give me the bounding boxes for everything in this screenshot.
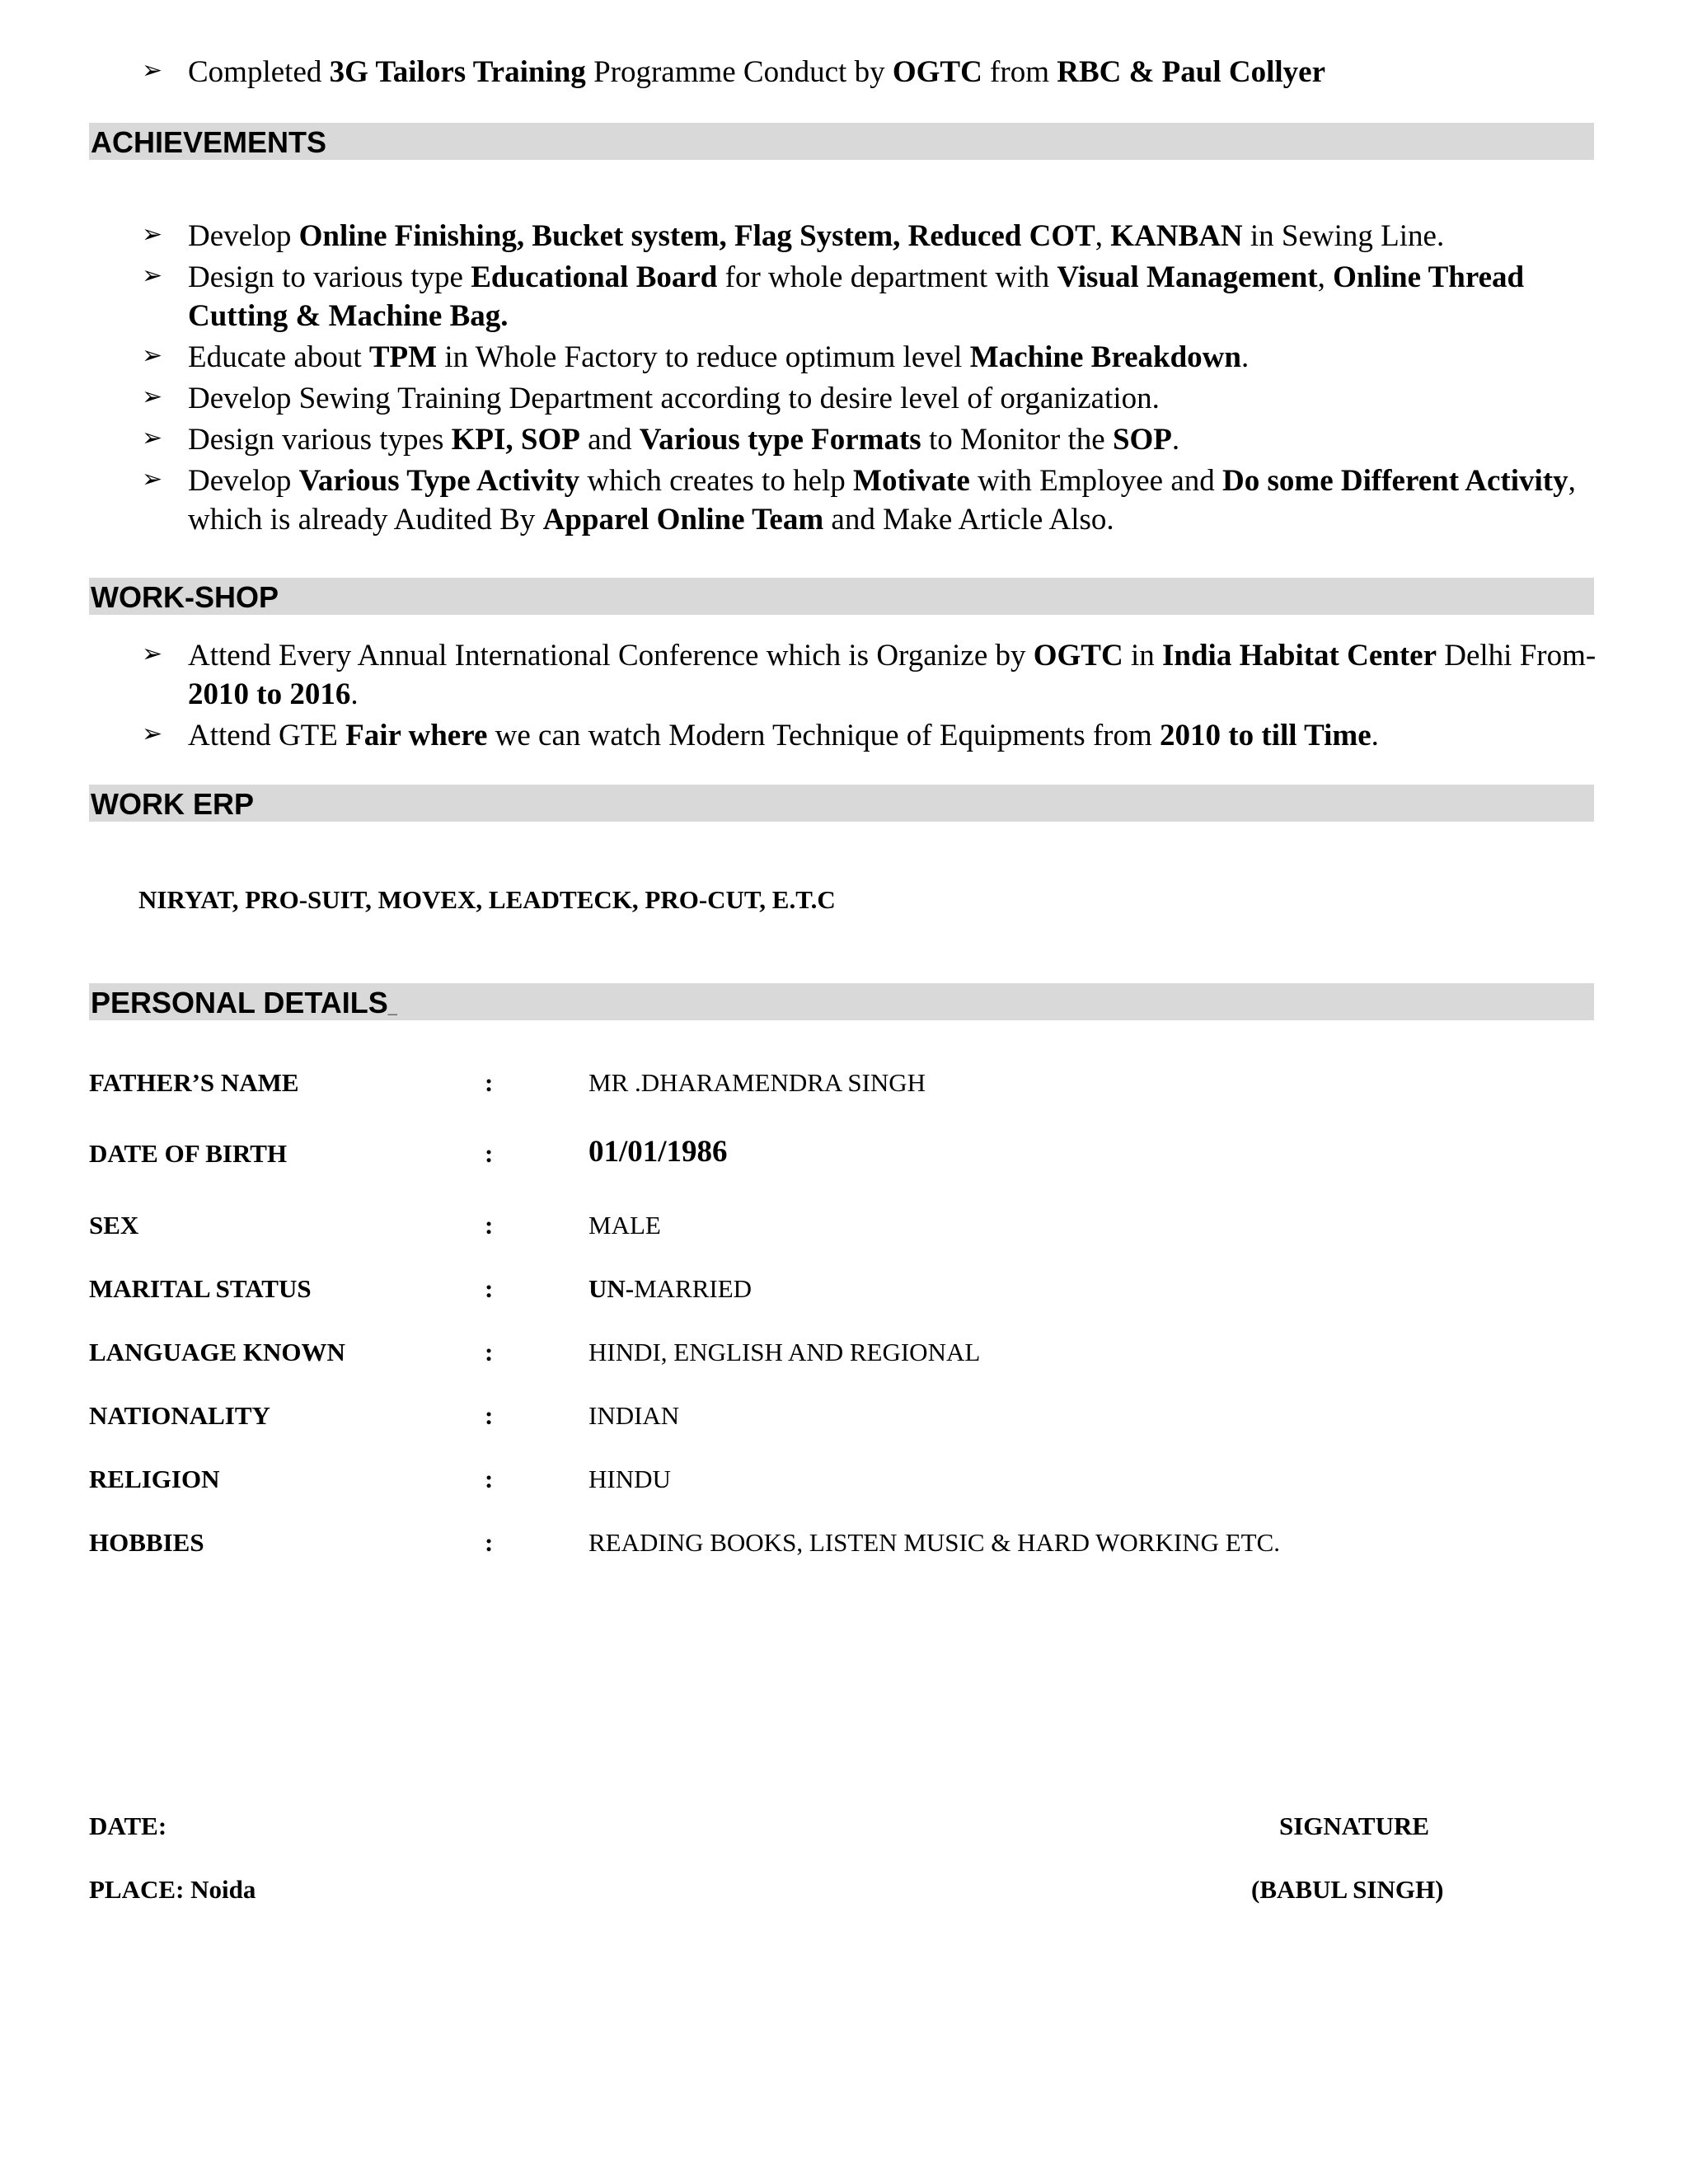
arrow-bullet-icon: ➢: [142, 220, 163, 249]
detail-value: MR .DHARAMENDRA SINGH: [588, 1068, 926, 1097]
detail-label: RELIGION: [89, 1465, 220, 1493]
list-item: ➢ Develop Sewing Training Department according to desire level of organization.: [138, 379, 1597, 418]
detail-value: 01/01/1986: [588, 1135, 728, 1169]
detail-colon: :: [485, 1274, 494, 1303]
detail-value: UN-MARRIED: [588, 1274, 753, 1303]
achievements-list: [138, 217, 1597, 541]
detail-row-marital-status: [89, 1274, 1573, 1307]
erp-list: NIRYAT, PRO-SUIT, MOVEX, LEADTECK, PRO-CUT, E.T.C: [138, 885, 836, 914]
list-item: ➢ Design various types KPI, SOP and Various type Formats to Monitor the SOP.: [138, 420, 1597, 459]
date-label: DATE:: [89, 1811, 167, 1840]
personal-details-heading: PERSONAL DETAILS_: [89, 983, 1594, 1020]
list-item: ➢ Educate about TPM in Whole Factory to reduce optimum level Machine Breakdown.: [138, 338, 1597, 377]
training-list: [138, 53, 1597, 94]
detail-value: MALE: [588, 1211, 661, 1240]
detail-row-sex: [89, 1211, 1573, 1244]
detail-row-hobbies: [89, 1528, 1573, 1561]
detail-row-nationality: [89, 1401, 1573, 1434]
list-item: ➢ Completed 3G Tailors Training Programme Conduct by OGTC from RBC & Paul Collyer: [138, 53, 1597, 91]
detail-label: DATE OF BIRTH: [89, 1139, 288, 1168]
detail-row-religion: [89, 1465, 1573, 1497]
arrow-bullet-icon: ➢: [142, 382, 163, 411]
list-item: ➢ Develop Online Finishing, Bucket system, Flag System, Reduced COT, KANBAN in Sewing Line.: [138, 217, 1597, 255]
detail-colon: :: [485, 1139, 494, 1168]
detail-row-language-known: [89, 1338, 1573, 1371]
detail-label: HOBBIES: [89, 1528, 204, 1557]
detail-label: SEX: [89, 1211, 139, 1240]
detail-label: NATIONALITY: [89, 1401, 270, 1430]
detail-row-fathers-name: [89, 1068, 1573, 1101]
place-label: PLACE: Noida: [89, 1875, 256, 1904]
list-item: ➢ Develop Various Type Activity which creates to help Motivate with Employee and Do some Different Activity, which is already Audited By Apparel Online Team and Make Article Also.: [138, 462, 1597, 539]
detail-colon: :: [485, 1211, 494, 1240]
detail-label: MARITAL STATUS: [89, 1274, 312, 1303]
work-erp-heading: WORK ERP: [89, 785, 1594, 822]
signature-name: (BABUL SINGH): [1251, 1875, 1444, 1904]
arrow-bullet-icon: ➢: [142, 465, 163, 494]
list-item: ➢ Design to various type Educational Board for whole department with Visual Management, Online Thread Cutting & Machine Bag.: [138, 258, 1597, 335]
achievements-heading: ACHIEVEMENTS: [89, 123, 1594, 160]
detail-colon: :: [485, 1528, 494, 1557]
detail-label: LANGUAGE KNOWN: [89, 1338, 345, 1366]
arrow-bullet-icon: ➢: [142, 261, 163, 290]
detail-colon: :: [485, 1465, 494, 1493]
workshop-heading: WORK-SHOP: [89, 578, 1594, 615]
detail-value: INDIAN: [588, 1401, 680, 1430]
detail-value: READING BOOKS, LISTEN MUSIC & HARD WORKING ETC.: [588, 1528, 1281, 1557]
detail-colon: :: [485, 1401, 494, 1430]
arrow-bullet-icon: ➢: [142, 719, 163, 748]
arrow-bullet-icon: ➢: [142, 640, 163, 668]
detail-value: HINDI, ENGLISH AND REGIONAL: [588, 1338, 981, 1366]
arrow-bullet-icon: ➢: [142, 56, 163, 85]
list-item: ➢ Attend Every Annual International Conference which is Organize by OGTC in India Habitat Center Delhi From- 2010 to 2016.: [138, 636, 1597, 714]
arrow-bullet-icon: ➢: [142, 341, 163, 370]
detail-colon: :: [485, 1068, 494, 1097]
detail-label: FATHER’S NAME: [89, 1068, 299, 1097]
detail-value: HINDU: [588, 1465, 671, 1493]
signature-label: SIGNATURE: [1279, 1811, 1430, 1840]
detail-colon: :: [485, 1338, 494, 1366]
list-item: ➢ Attend GTE Fair where we can watch Modern Technique of Equipments from 2010 to till Time.: [138, 716, 1597, 755]
detail-row-date-of-birth: [89, 1135, 1573, 1172]
workshop-list: [138, 636, 1597, 757]
arrow-bullet-icon: ➢: [142, 424, 163, 452]
